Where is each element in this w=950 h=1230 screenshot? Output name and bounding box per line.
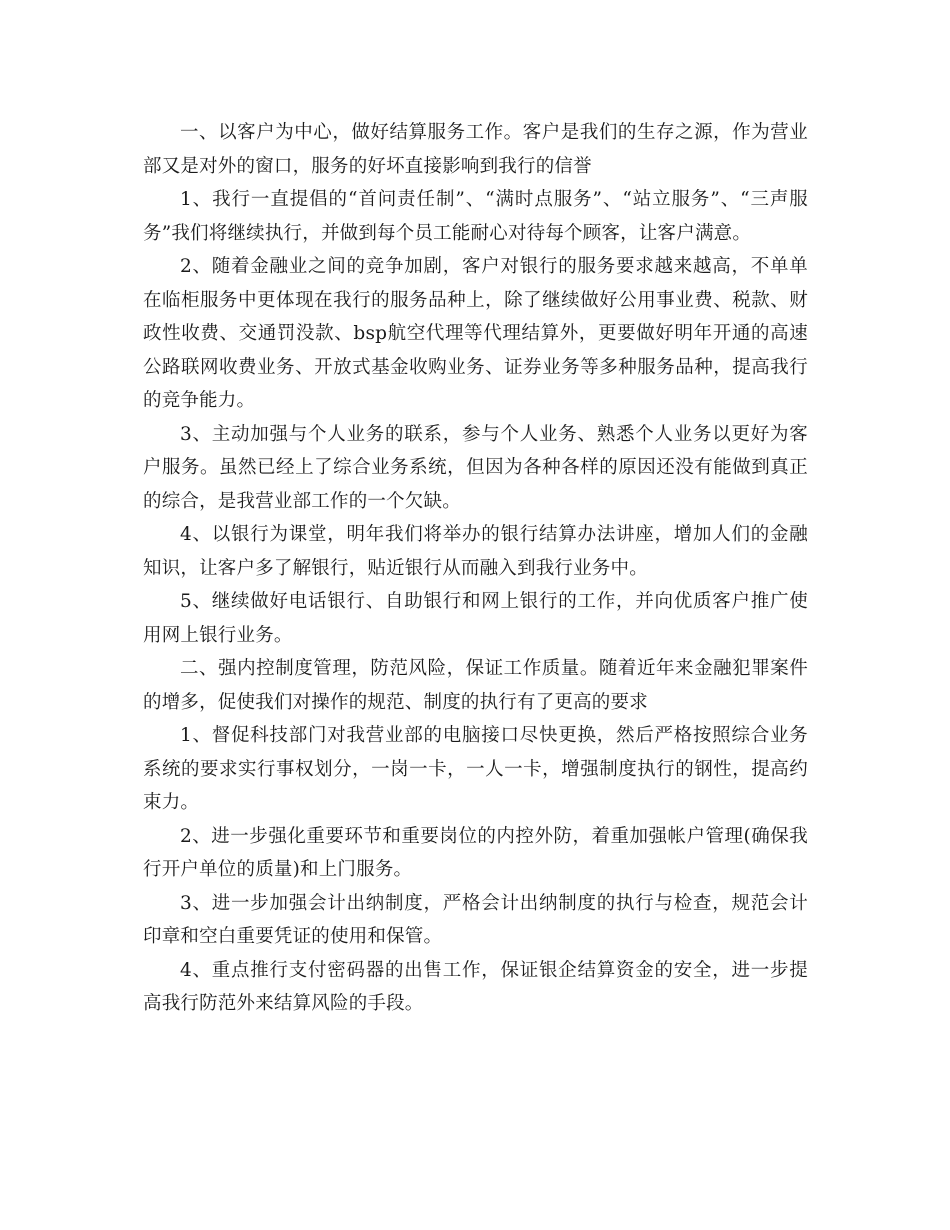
document-body (143, 116, 808, 1021)
paragraph: 4、以银行为课堂，明年我们将举办的银行结算办法讲座，增加人们的金融知识，让客户多了解银行，贴近银行从而融入到我行业务中。 (143, 524, 808, 579)
paragraph: 4、重点推行支付密码器的出售工作，保证银企结算资金的安全，进一步提高我行防范外来结算风险的手段。 (143, 959, 808, 1014)
paragraph: 1、督促科技部门对我营业部的电脑接口尽快更换，然后严格按照综合业务系统的要求实行事权划分，一岗一卡，一人一卡，增强制度执行的钢性，提高约束力。 (143, 725, 808, 813)
paragraph: 1、我行一直提倡的“首问责任制”、“满时点服务”、“站立服务”、“三声服务”我们将继续执行，并做到每个员工能耐心对待每个顾客，让客户满意。 (143, 189, 808, 244)
section-heading-2: 二、强内控制度管理，防范风险，保证工作质量。随着近年来金融犯罪案件的增多，促使我们对操作的规范、制度的执行有了更高的要求 (143, 658, 808, 713)
paragraph: 5、继续做好电话银行、自助银行和网上银行的工作，并向优质客户推广使用网上银行业务。 (143, 591, 808, 646)
paragraph: 2、随着金融业之间的竞争加剧，客户对银行的服务要求越来越高，不单单在临柜服务中更体现在我行的服务品种上，除了继续做好公用事业费、税款、财政性收费、交通罚没款、bsp航空代理等代理结算外，更要做好明年开通的高速公路联网收费业务、开放式基金收购业务、证券业务等多种服务品种，提高我行的竞争能力。 (143, 256, 808, 411)
section-heading-1: 一、以客户为中心，做好结算服务工作。客户是我们的生存之源，作为营业部又是对外的窗口，服务的好坏直接影响到我行的信誉 (143, 122, 808, 177)
paragraph: 3、进一步加强会计出纳制度，严格会计出纳制度的执行与检查，规范会计印章和空白重要凭证的使用和保管。 (143, 892, 808, 947)
paragraph: 2、进一步强化重要环节和重要岗位的内控外防，着重加强帐户管理(确保我行开户单位的质量)和上门服务。 (143, 825, 808, 880)
paragraph: 3、主动加强与个人业务的联系，参与个人业务、熟悉个人业务以更好为客户服务。虽然已经上了综合业务系统，但因为各种各样的原因还没有能做到真正的综合，是我营业部工作的一个欠缺。 (143, 423, 808, 512)
